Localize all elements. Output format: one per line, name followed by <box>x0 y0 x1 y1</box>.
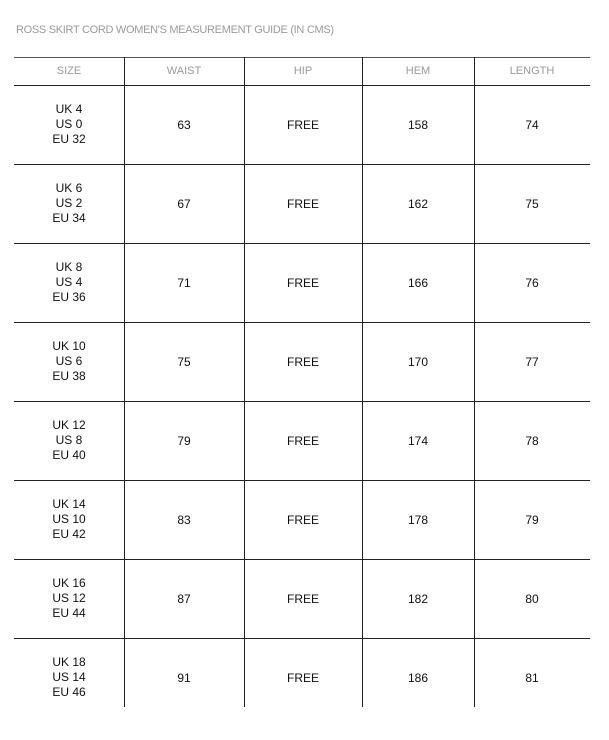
hip-cell: FREE <box>286 117 319 132</box>
size-us: US 10 <box>52 512 86 526</box>
size-uk: UK 18 <box>52 655 86 669</box>
length-cell: 81 <box>525 670 539 685</box>
size-us: US 14 <box>52 670 86 684</box>
hem-cell: 170 <box>407 354 429 369</box>
length-cell: 79 <box>525 512 539 527</box>
size-cell <box>14 85 124 164</box>
length-cell: 75 <box>525 196 539 211</box>
size-eu: EU 42 <box>52 527 86 541</box>
size-cell <box>14 480 124 559</box>
waist-cell: 87 <box>177 591 191 606</box>
column-header-hem: HEM <box>405 65 431 77</box>
waist-cell: 71 <box>177 275 191 290</box>
hem-cell: 182 <box>407 591 429 606</box>
size-table <box>14 57 590 707</box>
waist-cell: 83 <box>177 512 191 527</box>
size-eu: EU 40 <box>52 448 86 462</box>
size-eu: EU 46 <box>52 685 86 699</box>
hem-cell: 162 <box>407 196 429 211</box>
waist-cell: 63 <box>177 117 191 132</box>
size-uk: UK 14 <box>52 497 86 511</box>
table-row <box>14 243 590 322</box>
size-cell <box>14 322 124 401</box>
length-cell: 77 <box>525 354 539 369</box>
waist-cell: 91 <box>177 670 191 685</box>
table-row <box>14 164 590 243</box>
column-header-waist: WAIST <box>166 65 202 77</box>
hip-cell: FREE <box>286 591 319 606</box>
size-eu: EU 38 <box>52 369 86 383</box>
size-us: US 6 <box>55 354 83 368</box>
size-eu: EU 34 <box>52 211 86 225</box>
waist-cell: 75 <box>177 354 191 369</box>
hip-cell: FREE <box>286 670 319 685</box>
hip-cell: FREE <box>286 354 319 369</box>
table-row <box>14 322 590 401</box>
size-us: US 12 <box>52 591 86 605</box>
size-uk: UK 8 <box>55 260 83 274</box>
hem-cell: 166 <box>407 275 429 290</box>
size-uk: UK 10 <box>52 339 86 353</box>
column-header-hip: HIP <box>293 65 313 77</box>
size-uk: UK 12 <box>52 418 86 432</box>
table-row <box>14 559 590 638</box>
column-header-size: SIZE <box>56 65 82 77</box>
hip-cell: FREE <box>286 512 319 527</box>
hem-cell: 174 <box>407 433 429 448</box>
size-us: US 4 <box>55 275 83 289</box>
table-row <box>14 638 590 717</box>
hip-cell: FREE <box>286 196 319 211</box>
length-cell: 76 <box>525 275 539 290</box>
hem-cell: 158 <box>407 117 429 132</box>
hip-cell: FREE <box>286 275 319 290</box>
size-eu: EU 36 <box>52 290 86 304</box>
size-cell <box>14 164 124 243</box>
size-us: US 2 <box>55 196 83 210</box>
page-title: ROSS SKIRT CORD WOMEN'S MEASUREMENT GUIDE (IN CMS) <box>16 24 334 36</box>
size-cell <box>14 638 124 717</box>
table-row <box>14 480 590 559</box>
size-eu: EU 44 <box>52 606 86 620</box>
size-eu: EU 32 <box>52 132 86 146</box>
size-us: US 0 <box>55 117 83 131</box>
waist-cell: 67 <box>177 196 191 211</box>
table-row <box>14 401 590 480</box>
length-cell: 78 <box>525 433 539 448</box>
hem-cell: 186 <box>407 670 429 685</box>
size-us: US 8 <box>55 433 83 447</box>
size-cell <box>14 243 124 322</box>
size-uk: UK 16 <box>52 576 86 590</box>
size-cell <box>14 559 124 638</box>
length-cell: 74 <box>525 117 539 132</box>
column-header-length: LENGTH <box>509 65 555 77</box>
size-cell <box>14 401 124 480</box>
length-cell: 80 <box>525 591 539 606</box>
waist-cell: 79 <box>177 433 191 448</box>
size-uk: UK 6 <box>55 181 83 195</box>
table-row <box>14 85 590 164</box>
size-uk: UK 4 <box>55 102 83 116</box>
hem-cell: 178 <box>407 512 429 527</box>
hip-cell: FREE <box>286 433 319 448</box>
